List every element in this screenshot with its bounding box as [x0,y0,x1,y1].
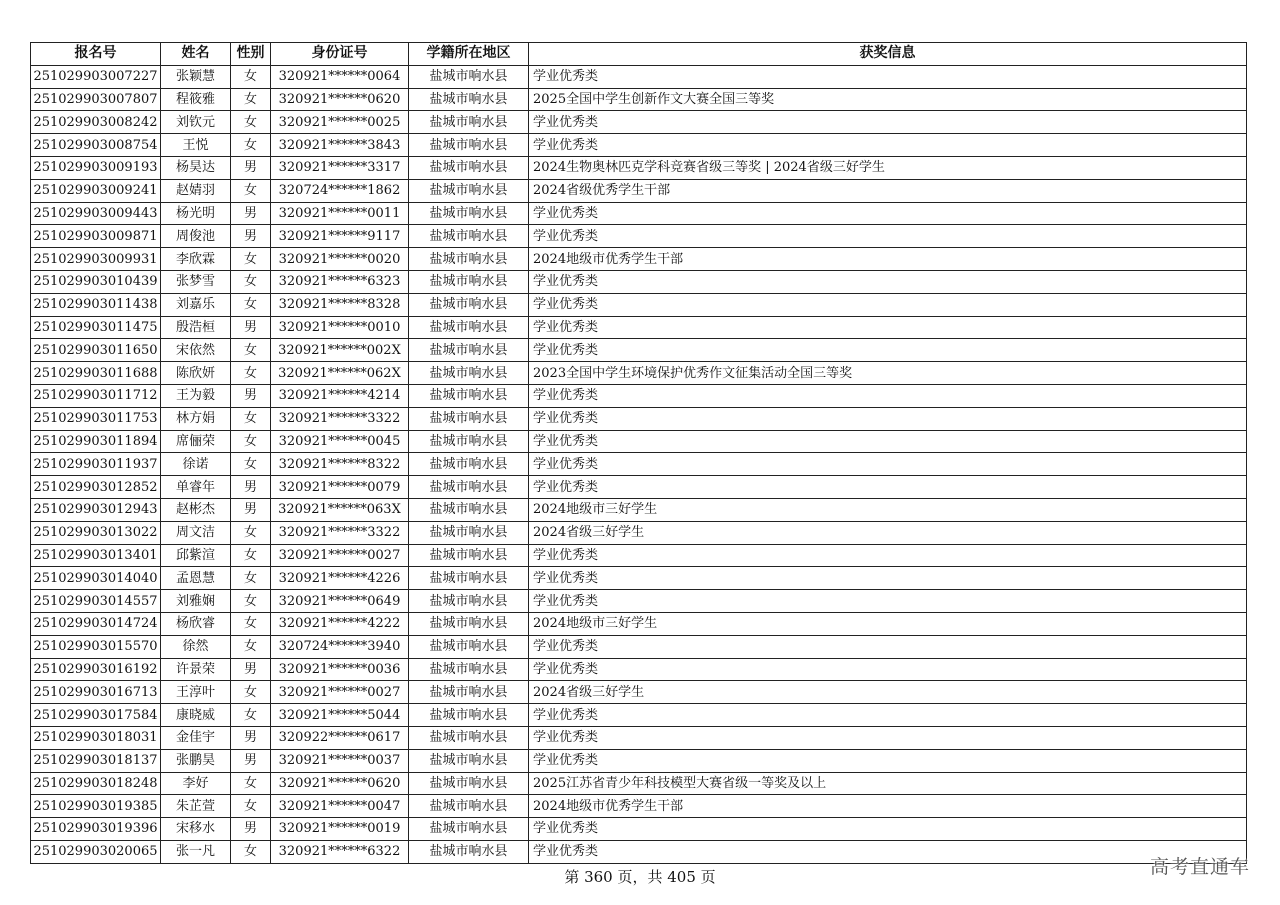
cell-name: 林方娟 [161,407,231,430]
cell-award: 2025全国中学生创新作文大赛全国三等奖 [529,88,1247,111]
cell-gender: 女 [231,840,271,863]
cell-registration-number: 251029903017584 [31,704,161,727]
table-row [31,818,1247,841]
table-row [31,270,1247,293]
cell-award: 2024省级三好学生 [529,521,1247,544]
cell-award: 学业优秀类 [529,749,1247,772]
cell-gender: 女 [231,795,271,818]
cell-region: 盐城市响水县 [409,772,529,795]
table-row [31,498,1247,521]
cell-name: 许景荣 [161,658,231,681]
cell-region: 盐城市响水县 [409,202,529,225]
cell-id-card: 320921******3843 [271,134,409,157]
cell-award: 2024地级市三好学生 [529,498,1247,521]
cell-gender: 男 [231,384,271,407]
cell-registration-number: 251029903009193 [31,156,161,179]
cell-region: 盐城市响水县 [409,749,529,772]
cell-name: 宋依然 [161,339,231,362]
table-row [31,248,1247,271]
cell-award: 2024生物奥林匹克学科竞赛省级三等奖 | 2024省级三好学生 [529,156,1247,179]
cell-id-card: 320921******0020 [271,248,409,271]
cell-gender: 女 [231,453,271,476]
table-row [31,567,1247,590]
cell-id-card: 320921******0079 [271,476,409,499]
cell-registration-number: 251029903015570 [31,635,161,658]
cell-award: 2024地级市三好学生 [529,612,1247,635]
table-row [31,681,1247,704]
cell-id-card: 320921******8328 [271,293,409,316]
table-row [31,111,1247,134]
header-region: 学籍所在地区 [409,43,529,66]
cell-award: 学业优秀类 [529,658,1247,681]
cell-gender: 女 [231,65,271,88]
header-registration-number: 报名号 [31,43,161,66]
table-row [31,225,1247,248]
cell-registration-number: 251029903008242 [31,111,161,134]
cell-gender: 女 [231,704,271,727]
cell-name: 王淳叶 [161,681,231,704]
cell-name: 单睿年 [161,476,231,499]
cell-award: 学业优秀类 [529,202,1247,225]
table-row [31,202,1247,225]
cell-registration-number: 251029903014557 [31,590,161,613]
cell-registration-number: 251029903012943 [31,498,161,521]
cell-award: 2023全国中学生环境保护优秀作文征集活动全国三等奖 [529,362,1247,385]
cell-award: 学业优秀类 [529,726,1247,749]
cell-award: 2024省级优秀学生干部 [529,179,1247,202]
cell-name: 席俪荣 [161,430,231,453]
cell-id-card: 320921******0620 [271,88,409,111]
cell-name: 王为毅 [161,384,231,407]
cell-award: 学业优秀类 [529,270,1247,293]
cell-award: 学业优秀类 [529,111,1247,134]
cell-name: 王悦 [161,134,231,157]
cell-award: 学业优秀类 [529,430,1247,453]
cell-award: 学业优秀类 [529,544,1247,567]
header-name: 姓名 [161,43,231,66]
cell-registration-number: 251029903007227 [31,65,161,88]
header-gender: 性别 [231,43,271,66]
cell-region: 盐城市响水县 [409,134,529,157]
cell-region: 盐城市响水县 [409,795,529,818]
cell-award: 学业优秀类 [529,65,1247,88]
cell-gender: 男 [231,316,271,339]
results-table [30,42,1247,864]
cell-registration-number: 251029903011475 [31,316,161,339]
cell-gender: 女 [231,544,271,567]
table-row [31,772,1247,795]
table-row [31,635,1247,658]
cell-award: 学业优秀类 [529,453,1247,476]
cell-award: 2024省级三好学生 [529,681,1247,704]
cell-gender: 女 [231,521,271,544]
cell-id-card: 320921******8322 [271,453,409,476]
table-row [31,840,1247,863]
header-award: 获奖信息 [529,43,1247,66]
cell-registration-number: 251029903012852 [31,476,161,499]
cell-id-card: 320921******0010 [271,316,409,339]
cell-region: 盐城市响水县 [409,590,529,613]
cell-gender: 男 [231,658,271,681]
cell-id-card: 320724******3940 [271,635,409,658]
cell-gender: 女 [231,362,271,385]
cell-award: 学业优秀类 [529,635,1247,658]
cell-name: 徐然 [161,635,231,658]
cell-registration-number: 251029903008754 [31,134,161,157]
cell-gender: 男 [231,476,271,499]
cell-gender: 男 [231,202,271,225]
cell-gender: 男 [231,156,271,179]
header-id-card: 身份证号 [271,43,409,66]
cell-region: 盐城市响水县 [409,704,529,727]
cell-region: 盐城市响水县 [409,407,529,430]
cell-registration-number: 251029903011650 [31,339,161,362]
cell-gender: 女 [231,407,271,430]
cell-award: 学业优秀类 [529,590,1247,613]
cell-award: 学业优秀类 [529,293,1247,316]
cell-gender: 女 [231,612,271,635]
cell-registration-number: 251029903019385 [31,795,161,818]
cell-registration-number: 251029903016713 [31,681,161,704]
cell-gender: 男 [231,749,271,772]
table-row [31,590,1247,613]
cell-id-card: 320921******002X [271,339,409,362]
cell-registration-number: 251029903011688 [31,362,161,385]
cell-registration-number: 251029903009931 [31,248,161,271]
cell-name: 朱芷萱 [161,795,231,818]
cell-id-card: 320921******0047 [271,795,409,818]
cell-award: 学业优秀类 [529,384,1247,407]
table-row [31,362,1247,385]
cell-name: 刘雅娴 [161,590,231,613]
cell-registration-number: 251029903011753 [31,407,161,430]
cell-gender: 女 [231,248,271,271]
cell-region: 盐城市响水县 [409,316,529,339]
cell-name: 周俊池 [161,225,231,248]
cell-registration-number: 251029903018031 [31,726,161,749]
cell-gender: 女 [231,772,271,795]
cell-name: 张鹏昊 [161,749,231,772]
cell-name: 赵彬杰 [161,498,231,521]
table-row [31,339,1247,362]
cell-name: 徐诺 [161,453,231,476]
cell-registration-number: 251029903016192 [31,658,161,681]
cell-registration-number: 251029903011937 [31,453,161,476]
table-row [31,704,1247,727]
cell-region: 盐城市响水县 [409,498,529,521]
results-table-container [30,42,1246,864]
cell-award: 学业优秀类 [529,840,1247,863]
table-row [31,612,1247,635]
cell-gender: 女 [231,590,271,613]
cell-award: 学业优秀类 [529,407,1247,430]
cell-award: 学业优秀类 [529,567,1247,590]
table-row [31,430,1247,453]
cell-region: 盐城市响水县 [409,635,529,658]
cell-name: 杨光明 [161,202,231,225]
cell-name: 李欣霖 [161,248,231,271]
cell-name: 李好 [161,772,231,795]
page-footer: 第 360 页，共 405 页 [564,868,716,886]
cell-registration-number: 251029903014724 [31,612,161,635]
table-row [31,521,1247,544]
table-row [31,453,1247,476]
cell-registration-number: 251029903019396 [31,818,161,841]
table-row [31,316,1247,339]
cell-award: 2024地级市优秀学生干部 [529,248,1247,271]
cell-registration-number: 251029903007807 [31,88,161,111]
table-row [31,795,1247,818]
cell-id-card: 320921******0019 [271,818,409,841]
cell-region: 盐城市响水县 [409,270,529,293]
cell-region: 盐城市响水县 [409,65,529,88]
cell-region: 盐城市响水县 [409,544,529,567]
cell-award: 学业优秀类 [529,476,1247,499]
cell-id-card: 320921******3322 [271,521,409,544]
table-row [31,88,1247,111]
cell-name: 陈欣妍 [161,362,231,385]
cell-id-card: 320921******0011 [271,202,409,225]
cell-gender: 女 [231,430,271,453]
table-row [31,749,1247,772]
cell-region: 盐城市响水县 [409,111,529,134]
cell-name: 周文洁 [161,521,231,544]
cell-id-card: 320921******0036 [271,658,409,681]
cell-region: 盐城市响水县 [409,726,529,749]
table-row [31,658,1247,681]
cell-name: 张一凡 [161,840,231,863]
cell-id-card: 320921******0649 [271,590,409,613]
cell-id-card: 320921******063X [271,498,409,521]
cell-region: 盐城市响水县 [409,384,529,407]
cell-name: 赵婧羽 [161,179,231,202]
cell-id-card: 320921******6322 [271,840,409,863]
cell-id-card: 320921******4226 [271,567,409,590]
table-row [31,179,1247,202]
cell-id-card: 320921******062X [271,362,409,385]
cell-gender: 女 [231,111,271,134]
cell-gender: 女 [231,339,271,362]
cell-id-card: 320921******0037 [271,749,409,772]
cell-name: 张颖慧 [161,65,231,88]
cell-registration-number: 251029903018248 [31,772,161,795]
cell-id-card: 320724******1862 [271,179,409,202]
cell-id-card: 320921******0027 [271,681,409,704]
cell-registration-number: 251029903013022 [31,521,161,544]
cell-region: 盐城市响水县 [409,681,529,704]
cell-registration-number: 251029903011894 [31,430,161,453]
cell-name: 张梦雪 [161,270,231,293]
table-row [31,476,1247,499]
cell-region: 盐城市响水县 [409,453,529,476]
cell-award: 学业优秀类 [529,818,1247,841]
cell-region: 盐城市响水县 [409,840,529,863]
cell-registration-number: 251029903009871 [31,225,161,248]
cell-region: 盐城市响水县 [409,362,529,385]
table-body [31,65,1247,863]
cell-id-card: 320921******6323 [271,270,409,293]
cell-id-card: 320921******0045 [271,430,409,453]
cell-name: 杨欣睿 [161,612,231,635]
table-row [31,65,1247,88]
watermark-text: 高考直通车 [1149,856,1250,878]
table-row [31,407,1247,430]
table-row [31,544,1247,567]
table-row [31,293,1247,316]
cell-gender: 女 [231,134,271,157]
cell-name: 刘嘉乐 [161,293,231,316]
cell-region: 盐城市响水县 [409,818,529,841]
cell-registration-number: 251029903020065 [31,840,161,863]
cell-name: 邱紫渲 [161,544,231,567]
cell-name: 殷浩桓 [161,316,231,339]
table-header-row [31,43,1247,66]
cell-gender: 男 [231,498,271,521]
table-row [31,156,1247,179]
cell-gender: 女 [231,270,271,293]
cell-name: 程筱雅 [161,88,231,111]
cell-id-card: 320921******5044 [271,704,409,727]
cell-name: 孟恩慧 [161,567,231,590]
cell-id-card: 320921******3317 [271,156,409,179]
cell-region: 盐城市响水县 [409,567,529,590]
cell-gender: 女 [231,88,271,111]
cell-id-card: 320921******3322 [271,407,409,430]
cell-gender: 男 [231,726,271,749]
cell-name: 宋移水 [161,818,231,841]
cell-region: 盐城市响水县 [409,612,529,635]
cell-gender: 女 [231,179,271,202]
cell-gender: 女 [231,635,271,658]
cell-region: 盐城市响水县 [409,658,529,681]
cell-region: 盐城市响水县 [409,521,529,544]
cell-name: 康晓威 [161,704,231,727]
cell-region: 盐城市响水县 [409,225,529,248]
table-row [31,134,1247,157]
cell-region: 盐城市响水县 [409,430,529,453]
cell-registration-number: 251029903011438 [31,293,161,316]
cell-region: 盐城市响水县 [409,476,529,499]
cell-gender: 男 [231,818,271,841]
cell-award: 学业优秀类 [529,704,1247,727]
cell-registration-number: 251029903009443 [31,202,161,225]
cell-award: 学业优秀类 [529,316,1247,339]
cell-id-card: 320921******9117 [271,225,409,248]
cell-id-card: 320921******4222 [271,612,409,635]
cell-id-card: 320921******0620 [271,772,409,795]
cell-region: 盐城市响水县 [409,88,529,111]
cell-gender: 女 [231,567,271,590]
cell-gender: 男 [231,225,271,248]
cell-name: 刘钦元 [161,111,231,134]
cell-award: 学业优秀类 [529,134,1247,157]
cell-award: 2025江苏省青少年科技模型大赛省级一等奖及以上 [529,772,1247,795]
cell-registration-number: 251029903009241 [31,179,161,202]
cell-region: 盐城市响水县 [409,248,529,271]
cell-region: 盐城市响水县 [409,179,529,202]
cell-name: 金佳宇 [161,726,231,749]
cell-registration-number: 251029903013401 [31,544,161,567]
cell-registration-number: 251029903014040 [31,567,161,590]
cell-gender: 女 [231,293,271,316]
cell-registration-number: 251029903010439 [31,270,161,293]
table-row [31,726,1247,749]
cell-id-card: 320921******0027 [271,544,409,567]
cell-award: 学业优秀类 [529,339,1247,362]
cell-id-card: 320921******4214 [271,384,409,407]
cell-name: 杨昊达 [161,156,231,179]
cell-id-card: 320921******0025 [271,111,409,134]
table-row [31,384,1247,407]
cell-award: 2024地级市优秀学生干部 [529,795,1247,818]
cell-gender: 女 [231,681,271,704]
cell-award: 学业优秀类 [529,225,1247,248]
cell-region: 盐城市响水县 [409,156,529,179]
cell-region: 盐城市响水县 [409,293,529,316]
cell-id-card: 320922******0617 [271,726,409,749]
cell-registration-number: 251029903011712 [31,384,161,407]
cell-region: 盐城市响水县 [409,339,529,362]
cell-registration-number: 251029903018137 [31,749,161,772]
cell-id-card: 320921******0064 [271,65,409,88]
